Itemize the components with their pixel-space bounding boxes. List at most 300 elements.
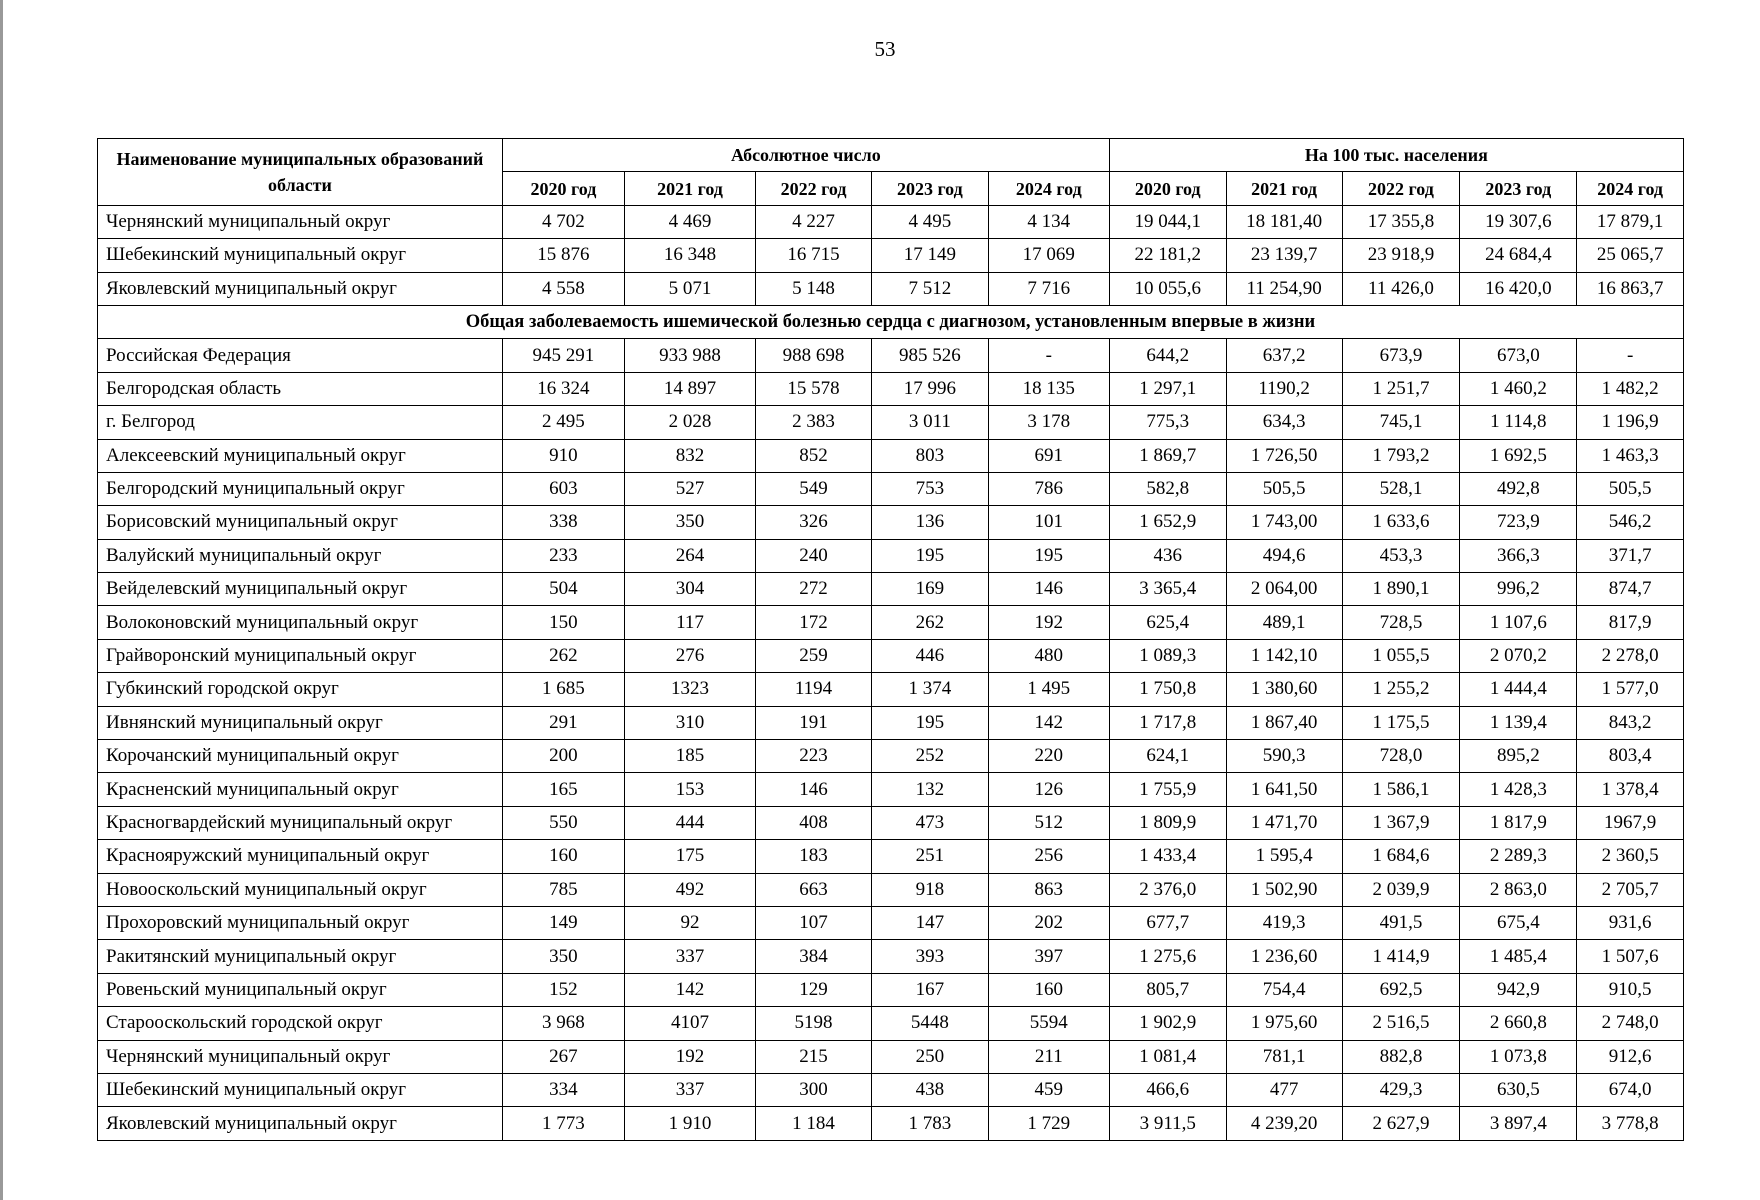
cell-absolute: 2 495 <box>502 406 624 439</box>
header-year-rate: 2024 год <box>1577 172 1684 205</box>
cell-per100k: 1 255,2 <box>1342 673 1460 706</box>
cell-per100k: 1 482,2 <box>1577 372 1684 405</box>
table-row <box>98 239 1684 272</box>
cell-absolute: 5594 <box>988 1007 1109 1040</box>
cell-absolute: 4107 <box>624 1007 755 1040</box>
cell-per100k: 1 817,9 <box>1460 806 1577 839</box>
row-name: Волоконовский муниципальный округ <box>98 606 503 639</box>
cell-absolute: 267 <box>502 1040 624 1073</box>
cell-per100k: 2 863,0 <box>1460 873 1577 906</box>
cell-per100k: 1 139,4 <box>1460 706 1577 739</box>
cell-absolute: 233 <box>502 539 624 572</box>
cell-absolute: 1 495 <box>988 673 1109 706</box>
cell-per100k: 634,3 <box>1226 406 1342 439</box>
cell-per100k: 16 420,0 <box>1460 272 1577 305</box>
row-name: Шебекинский муниципальный округ <box>98 239 503 272</box>
cell-per100k: 2 748,0 <box>1577 1007 1684 1040</box>
table-row <box>98 740 1684 773</box>
cell-absolute: 272 <box>756 573 872 606</box>
cell-per100k: 1 055,5 <box>1342 639 1460 672</box>
cell-per100k: 3 911,5 <box>1109 1107 1226 1140</box>
cell-per100k: 723,9 <box>1460 506 1577 539</box>
cell-absolute: 326 <box>756 506 872 539</box>
header-name-column: Наименование муниципальных образований области <box>98 139 503 206</box>
cell-per100k: 1 380,60 <box>1226 673 1342 706</box>
cell-per100k: 1 692,5 <box>1460 439 1577 472</box>
cell-absolute: 786 <box>988 472 1109 505</box>
cell-absolute: 350 <box>502 940 624 973</box>
cell-per100k: 2 070,2 <box>1460 639 1577 672</box>
row-name: Яковлевский муниципальный округ <box>98 1107 503 1140</box>
cell-absolute: 988 698 <box>756 339 872 372</box>
cell-per100k: 728,0 <box>1342 740 1460 773</box>
cell-per100k: 817,9 <box>1577 606 1684 639</box>
cell-per100k: 366,3 <box>1460 539 1577 572</box>
cell-per100k: 673,0 <box>1460 339 1577 372</box>
cell-per100k: 2 289,3 <box>1460 840 1577 873</box>
cell-absolute: 438 <box>871 1073 988 1106</box>
cell-per100k: 644,2 <box>1109 339 1226 372</box>
header-year-abs: 2023 год <box>871 172 988 205</box>
row-name: Губкинский городской округ <box>98 673 503 706</box>
table-row <box>98 406 1684 439</box>
cell-per100k: 692,5 <box>1342 973 1460 1006</box>
header-year-rate: 2020 год <box>1109 172 1226 205</box>
cell-absolute: 446 <box>871 639 988 672</box>
header-year-rate: 2023 год <box>1460 172 1577 205</box>
table-row <box>98 573 1684 606</box>
row-name: Вейделевский муниципальный округ <box>98 573 503 606</box>
table-row <box>98 873 1684 906</box>
cell-per100k: 23 139,7 <box>1226 239 1342 272</box>
cell-per100k: 477 <box>1226 1073 1342 1106</box>
cell-per100k: 1 743,00 <box>1226 506 1342 539</box>
cell-per100k: 1 867,40 <box>1226 706 1342 739</box>
cell-absolute: 220 <box>988 740 1109 773</box>
cell-absolute: 18 135 <box>988 372 1109 405</box>
cell-per100k: 590,3 <box>1226 740 1342 773</box>
cell-per100k: 1 378,4 <box>1577 773 1684 806</box>
cell-per100k: 1 142,10 <box>1226 639 1342 672</box>
cell-absolute: 4 495 <box>871 205 988 238</box>
cell-absolute: 195 <box>988 539 1109 572</box>
cell-absolute: 945 291 <box>502 339 624 372</box>
cell-absolute: 92 <box>624 906 755 939</box>
row-name: Валуйский муниципальный округ <box>98 539 503 572</box>
cell-absolute: 223 <box>756 740 872 773</box>
cell-absolute: 549 <box>756 472 872 505</box>
cell-per100k: 1 755,9 <box>1109 773 1226 806</box>
cell-absolute: 480 <box>988 639 1109 672</box>
cell-per100k: 19 044,1 <box>1109 205 1226 238</box>
cell-per100k: 1967,9 <box>1577 806 1684 839</box>
cell-absolute: 14 897 <box>624 372 755 405</box>
cell-absolute: 4 469 <box>624 205 755 238</box>
cell-absolute: 172 <box>756 606 872 639</box>
row-name: Чернянский муниципальный округ <box>98 205 503 238</box>
cell-absolute: 185 <box>624 740 755 773</box>
cell-absolute: 2 028 <box>624 406 755 439</box>
cell-per100k: 630,5 <box>1460 1073 1577 1106</box>
cell-absolute: 165 <box>502 773 624 806</box>
cell-absolute: 146 <box>756 773 872 806</box>
table-row <box>98 940 1684 973</box>
cell-absolute: - <box>988 339 1109 372</box>
table-row <box>98 205 1684 238</box>
cell-absolute: 16 348 <box>624 239 755 272</box>
cell-per100k: 1 577,0 <box>1577 673 1684 706</box>
cell-absolute: 338 <box>502 506 624 539</box>
cell-per100k: 2 039,9 <box>1342 873 1460 906</box>
row-name: Красногвардейский муниципальный округ <box>98 806 503 839</box>
cell-absolute: 3 968 <box>502 1007 624 1040</box>
cell-absolute: 175 <box>624 840 755 873</box>
table-row <box>98 339 1684 372</box>
cell-per100k: 546,2 <box>1577 506 1684 539</box>
table-row <box>98 472 1684 505</box>
cell-absolute: 7 716 <box>988 272 1109 305</box>
table-row <box>98 506 1684 539</box>
cell-absolute: 910 <box>502 439 624 472</box>
cell-per100k: 843,2 <box>1577 706 1684 739</box>
cell-per100k: 1 726,50 <box>1226 439 1342 472</box>
header-year-abs: 2020 год <box>502 172 624 205</box>
cell-per100k: 2 705,7 <box>1577 873 1684 906</box>
cell-absolute: 152 <box>502 973 624 1006</box>
cell-per100k: 674,0 <box>1577 1073 1684 1106</box>
table-row <box>98 272 1684 305</box>
cell-per100k: 2 660,8 <box>1460 1007 1577 1040</box>
cell-per100k: 637,2 <box>1226 339 1342 372</box>
cell-absolute: 304 <box>624 573 755 606</box>
cell-absolute: 16 715 <box>756 239 872 272</box>
cell-absolute: 136 <box>871 506 988 539</box>
cell-per100k: 1 460,2 <box>1460 372 1577 405</box>
cell-per100k: 1 471,70 <box>1226 806 1342 839</box>
table-row <box>98 906 1684 939</box>
header-year-abs: 2021 год <box>624 172 755 205</box>
cell-absolute: 215 <box>756 1040 872 1073</box>
cell-absolute: 192 <box>988 606 1109 639</box>
cell-absolute: 195 <box>871 539 988 572</box>
cell-absolute: 785 <box>502 873 624 906</box>
cell-per100k: 505,5 <box>1577 472 1684 505</box>
cell-absolute: 527 <box>624 472 755 505</box>
cell-absolute: 753 <box>871 472 988 505</box>
cell-per100k: 1 089,3 <box>1109 639 1226 672</box>
cell-absolute: 384 <box>756 940 872 973</box>
cell-absolute: 852 <box>756 439 872 472</box>
cell-absolute: 129 <box>756 973 872 1006</box>
cell-per100k: 1 507,6 <box>1577 940 1684 973</box>
cell-per100k: 505,5 <box>1226 472 1342 505</box>
cell-per100k: 624,1 <box>1109 740 1226 773</box>
table-row <box>98 1107 1684 1140</box>
cell-per100k: 11 254,90 <box>1226 272 1342 305</box>
table-row <box>98 673 1684 706</box>
cell-absolute: 550 <box>502 806 624 839</box>
cell-per100k: 1 793,2 <box>1342 439 1460 472</box>
cell-per100k: 2 376,0 <box>1109 873 1226 906</box>
cell-per100k: 17 879,1 <box>1577 205 1684 238</box>
row-name: Алексеевский муниципальный округ <box>98 439 503 472</box>
cell-per100k: 1 444,4 <box>1460 673 1577 706</box>
cell-absolute: 192 <box>624 1040 755 1073</box>
header-year-abs: 2022 год <box>756 172 872 205</box>
cell-absolute: 126 <box>988 773 1109 806</box>
cell-per100k: 1 414,9 <box>1342 940 1460 973</box>
cell-absolute: 107 <box>756 906 872 939</box>
cell-per100k: 24 684,4 <box>1460 239 1577 272</box>
cell-absolute: 17 069 <box>988 239 1109 272</box>
cell-absolute: 153 <box>624 773 755 806</box>
header-year-rate: 2022 год <box>1342 172 1460 205</box>
table-row <box>98 973 1684 1006</box>
cell-per100k: 3 365,4 <box>1109 573 1226 606</box>
morbidity-table <box>97 138 1684 1141</box>
cell-per100k: 11 426,0 <box>1342 272 1460 305</box>
cell-absolute: 1 783 <box>871 1107 988 1140</box>
cell-per100k: 1 428,3 <box>1460 773 1577 806</box>
row-name: Краснояружский муниципальный округ <box>98 840 503 873</box>
cell-absolute: 4 134 <box>988 205 1109 238</box>
cell-per100k: 1190,2 <box>1226 372 1342 405</box>
cell-per100k: 4 239,20 <box>1226 1107 1342 1140</box>
cell-absolute: 1 374 <box>871 673 988 706</box>
cell-per100k: 1 809,9 <box>1109 806 1226 839</box>
cell-per100k: - <box>1577 339 1684 372</box>
cell-per100k: 1 275,6 <box>1109 940 1226 973</box>
cell-absolute: 167 <box>871 973 988 1006</box>
cell-absolute: 310 <box>624 706 755 739</box>
cell-per100k: 2 627,9 <box>1342 1107 1460 1140</box>
cell-absolute: 195 <box>871 706 988 739</box>
cell-absolute: 393 <box>871 940 988 973</box>
cell-absolute: 1323 <box>624 673 755 706</box>
table-row <box>98 439 1684 472</box>
cell-absolute: 262 <box>871 606 988 639</box>
cell-per100k: 996,2 <box>1460 573 1577 606</box>
cell-per100k: 1 433,4 <box>1109 840 1226 873</box>
cell-absolute: 183 <box>756 840 872 873</box>
cell-absolute: 473 <box>871 806 988 839</box>
table-row <box>98 840 1684 873</box>
cell-per100k: 805,7 <box>1109 973 1226 1006</box>
cell-per100k: 745,1 <box>1342 406 1460 439</box>
row-name: г. Белгород <box>98 406 503 439</box>
cell-absolute: 337 <box>624 1073 755 1106</box>
cell-absolute: 5 071 <box>624 272 755 305</box>
cell-absolute: 334 <box>502 1073 624 1106</box>
cell-per100k: 781,1 <box>1226 1040 1342 1073</box>
cell-per100k: 2 064,00 <box>1226 573 1342 606</box>
cell-per100k: 466,6 <box>1109 1073 1226 1106</box>
cell-absolute: 4 702 <box>502 205 624 238</box>
section-title: Общая заболеваемость ишемической болезнью сердца с диагнозом, установленным впервые в жизни <box>98 305 1684 338</box>
cell-absolute: 3 011 <box>871 406 988 439</box>
cell-absolute: 492 <box>624 873 755 906</box>
cell-per100k: 673,9 <box>1342 339 1460 372</box>
table-row <box>98 1040 1684 1073</box>
cell-absolute: 150 <box>502 606 624 639</box>
cell-absolute: 459 <box>988 1073 1109 1106</box>
cell-absolute: 5198 <box>756 1007 872 1040</box>
table-row <box>98 639 1684 672</box>
cell-absolute: 276 <box>624 639 755 672</box>
cell-absolute: 3 178 <box>988 406 1109 439</box>
table-row <box>98 806 1684 839</box>
cell-per100k: 1 641,50 <box>1226 773 1342 806</box>
row-name: Прохоровский муниципальный округ <box>98 906 503 939</box>
cell-per100k: 453,3 <box>1342 539 1460 572</box>
table-row <box>98 539 1684 572</box>
cell-per100k: 3 897,4 <box>1460 1107 1577 1140</box>
table-row <box>98 1073 1684 1106</box>
cell-per100k: 494,6 <box>1226 539 1342 572</box>
cell-absolute: 262 <box>502 639 624 672</box>
cell-absolute: 603 <box>502 472 624 505</box>
cell-absolute: 4 558 <box>502 272 624 305</box>
cell-absolute: 803 <box>871 439 988 472</box>
cell-per100k: 1 869,7 <box>1109 439 1226 472</box>
row-name: Красненский муниципальный округ <box>98 773 503 806</box>
cell-per100k: 1 175,5 <box>1342 706 1460 739</box>
cell-absolute: 1 773 <box>502 1107 624 1140</box>
cell-absolute: 1 729 <box>988 1107 1109 1140</box>
cell-per100k: 3 778,8 <box>1577 1107 1684 1140</box>
cell-absolute: 1 685 <box>502 673 624 706</box>
cell-absolute: 251 <box>871 840 988 873</box>
cell-per100k: 16 863,7 <box>1577 272 1684 305</box>
cell-per100k: 675,4 <box>1460 906 1577 939</box>
cell-absolute: 985 526 <box>871 339 988 372</box>
cell-per100k: 1 975,60 <box>1226 1007 1342 1040</box>
header-group-absolute: Абсолютное число <box>502 139 1109 172</box>
table-row <box>98 1007 1684 1040</box>
cell-per100k: 17 355,8 <box>1342 205 1460 238</box>
cell-absolute: 15 876 <box>502 239 624 272</box>
cell-per100k: 895,2 <box>1460 740 1577 773</box>
row-name: Российская Федерация <box>98 339 503 372</box>
header-year-abs: 2024 год <box>988 172 1109 205</box>
cell-per100k: 1 902,9 <box>1109 1007 1226 1040</box>
cell-per100k: 371,7 <box>1577 539 1684 572</box>
cell-per100k: 1 114,8 <box>1460 406 1577 439</box>
header-year-rate: 2021 год <box>1226 172 1342 205</box>
cell-per100k: 1 251,7 <box>1342 372 1460 405</box>
row-name: Грайворонский муниципальный округ <box>98 639 503 672</box>
cell-per100k: 942,9 <box>1460 973 1577 1006</box>
cell-per100k: 436 <box>1109 539 1226 572</box>
cell-absolute: 250 <box>871 1040 988 1073</box>
table-row <box>98 372 1684 405</box>
row-name: Корочанский муниципальный округ <box>98 740 503 773</box>
cell-absolute: 149 <box>502 906 624 939</box>
cell-absolute: 4 227 <box>756 205 872 238</box>
cell-per100k: 10 055,6 <box>1109 272 1226 305</box>
cell-per100k: 1 081,4 <box>1109 1040 1226 1073</box>
cell-absolute: 211 <box>988 1040 1109 1073</box>
cell-per100k: 775,3 <box>1109 406 1226 439</box>
cell-absolute: 918 <box>871 873 988 906</box>
cell-per100k: 1 107,6 <box>1460 606 1577 639</box>
cell-absolute: 15 578 <box>756 372 872 405</box>
cell-absolute: 291 <box>502 706 624 739</box>
cell-per100k: 419,3 <box>1226 906 1342 939</box>
cell-absolute: 101 <box>988 506 1109 539</box>
cell-per100k: 491,5 <box>1342 906 1460 939</box>
cell-per100k: 2 360,5 <box>1577 840 1684 873</box>
table-row <box>98 606 1684 639</box>
scan-edge <box>0 0 3 1200</box>
cell-per100k: 18 181,40 <box>1226 205 1342 238</box>
cell-per100k: 1 236,60 <box>1226 940 1342 973</box>
cell-absolute: 337 <box>624 940 755 973</box>
cell-per100k: 1 633,6 <box>1342 506 1460 539</box>
cell-absolute: 512 <box>988 806 1109 839</box>
row-name: Яковлевский муниципальный округ <box>98 272 503 305</box>
cell-absolute: 132 <box>871 773 988 806</box>
header-group-per100k: На 100 тыс. населения <box>1109 139 1683 172</box>
cell-per100k: 1 717,8 <box>1109 706 1226 739</box>
cell-per100k: 874,7 <box>1577 573 1684 606</box>
section-row <box>98 305 1684 338</box>
cell-per100k: 528,1 <box>1342 472 1460 505</box>
cell-per100k: 728,5 <box>1342 606 1460 639</box>
cell-per100k: 489,1 <box>1226 606 1342 639</box>
cell-absolute: 408 <box>756 806 872 839</box>
table-row <box>98 706 1684 739</box>
cell-per100k: 25 065,7 <box>1577 239 1684 272</box>
cell-absolute: 5 148 <box>756 272 872 305</box>
cell-per100k: 1 297,1 <box>1109 372 1226 405</box>
cell-per100k: 625,4 <box>1109 606 1226 639</box>
cell-absolute: 504 <box>502 573 624 606</box>
cell-per100k: 754,4 <box>1226 973 1342 1006</box>
cell-absolute: 7 512 <box>871 272 988 305</box>
cell-absolute: 202 <box>988 906 1109 939</box>
cell-absolute: 832 <box>624 439 755 472</box>
cell-per100k: 1 684,6 <box>1342 840 1460 873</box>
row-name: Шебекинский муниципальный округ <box>98 1073 503 1106</box>
cell-per100k: 1 502,90 <box>1226 873 1342 906</box>
page-number: 53 <box>874 37 896 61</box>
row-name: Борисовский муниципальный округ <box>98 506 503 539</box>
cell-absolute: 17 996 <box>871 372 988 405</box>
cell-per100k: 1 196,9 <box>1577 406 1684 439</box>
cell-per100k: 912,6 <box>1577 1040 1684 1073</box>
cell-per100k: 1 073,8 <box>1460 1040 1577 1073</box>
cell-per100k: 2 278,0 <box>1577 639 1684 672</box>
row-name: Ивнянский муниципальный округ <box>98 706 503 739</box>
cell-absolute: 191 <box>756 706 872 739</box>
cell-per100k: 1 750,8 <box>1109 673 1226 706</box>
table-body <box>98 205 1684 1140</box>
row-name: Ракитянский муниципальный округ <box>98 940 503 973</box>
cell-absolute: 397 <box>988 940 1109 973</box>
cell-absolute: 256 <box>988 840 1109 873</box>
cell-absolute: 142 <box>624 973 755 1006</box>
cell-absolute: 264 <box>624 539 755 572</box>
cell-per100k: 582,8 <box>1109 472 1226 505</box>
cell-absolute: 444 <box>624 806 755 839</box>
cell-absolute: 240 <box>756 539 872 572</box>
cell-absolute: 1 184 <box>756 1107 872 1140</box>
cell-absolute: 2 383 <box>756 406 872 439</box>
cell-per100k: 882,8 <box>1342 1040 1460 1073</box>
cell-absolute: 17 149 <box>871 239 988 272</box>
cell-absolute: 300 <box>756 1073 872 1106</box>
